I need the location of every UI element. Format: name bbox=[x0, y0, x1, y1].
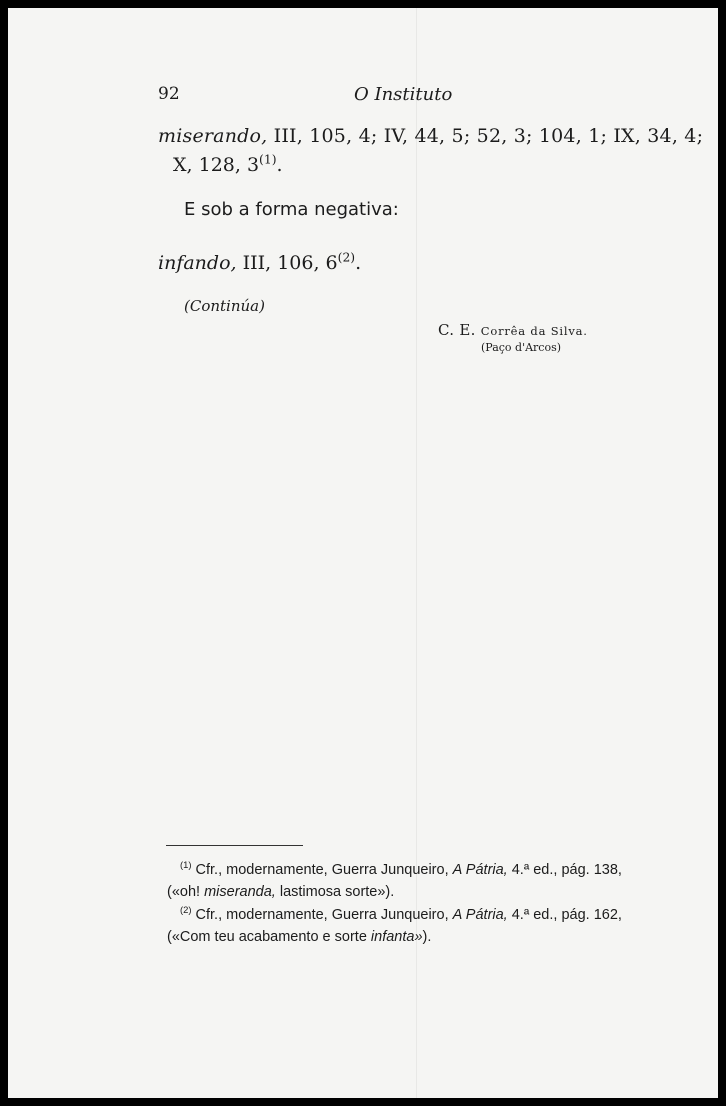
term-infando: infando, bbox=[158, 252, 237, 274]
footnote-2-title: A Pátria, bbox=[452, 907, 508, 923]
line4-references: III, 106, 6 bbox=[236, 252, 338, 274]
body-line-1 bbox=[158, 125, 703, 147]
author-location: (Paço d'Arcos) bbox=[481, 341, 562, 354]
footnote-2-line-2 bbox=[167, 929, 431, 945]
footnote-1-line2-b: lastimosa sorte»). bbox=[275, 884, 395, 900]
line2-end: . bbox=[276, 154, 283, 176]
footnote-1-line2-a: («oh! bbox=[167, 884, 205, 900]
footnote-2-marker: (2) bbox=[180, 904, 192, 916]
footnote-1-title: A Pátria, bbox=[452, 862, 508, 878]
body-line-4 bbox=[158, 252, 361, 274]
footnote-rule bbox=[166, 845, 303, 846]
author-surname-1: Corrêa bbox=[480, 324, 526, 338]
line1-references: III, 105, 4; IV, 44, 5; 52, 3; 104, 1; IX, 34, 4; bbox=[267, 125, 704, 147]
term-miserando: miserando, bbox=[158, 125, 268, 147]
footnote-2-line-1 bbox=[180, 904, 622, 923]
footnote-1-text-b: 4.ª ed., pág. 138, bbox=[507, 862, 622, 878]
author-da: da bbox=[525, 324, 551, 338]
document-page bbox=[8, 8, 718, 1098]
running-head: O Instituto bbox=[354, 84, 453, 105]
footnote-ref-1: (1) bbox=[259, 152, 277, 167]
line2-references: X, 128, 3 bbox=[173, 154, 260, 176]
footnote-2-term: infanta» bbox=[370, 929, 423, 945]
footnote-2-line2-b: ). bbox=[422, 929, 432, 945]
line4-end: . bbox=[355, 252, 362, 274]
body-line-3: E sob a forma negativa: bbox=[184, 199, 399, 220]
footnote-1-line-2 bbox=[167, 884, 394, 900]
footnote-2-line2-a: («Com teu acabamento e sorte bbox=[167, 929, 371, 945]
continua-note: (Continúa) bbox=[184, 297, 265, 315]
footnote-1-marker: (1) bbox=[180, 859, 192, 871]
footnote-1-text-a: Cfr., modernamente, Guerra Junqueiro, bbox=[191, 862, 453, 878]
footnote-2-text-a: Cfr., modernamente, Guerra Junqueiro, bbox=[191, 907, 453, 923]
footnote-2-text-b: 4.ª ed., pág. 162, bbox=[507, 907, 622, 923]
footnote-ref-2: (2) bbox=[337, 250, 356, 265]
footnote-1-term: miseranda, bbox=[204, 884, 276, 900]
author-initials: C. E. bbox=[438, 321, 481, 339]
body-line-2 bbox=[173, 154, 283, 176]
page-number: 92 bbox=[158, 84, 180, 104]
author-signature bbox=[438, 321, 588, 339]
author-surname-2: Silva. bbox=[550, 324, 588, 338]
footnote-1-line-1 bbox=[180, 859, 622, 878]
